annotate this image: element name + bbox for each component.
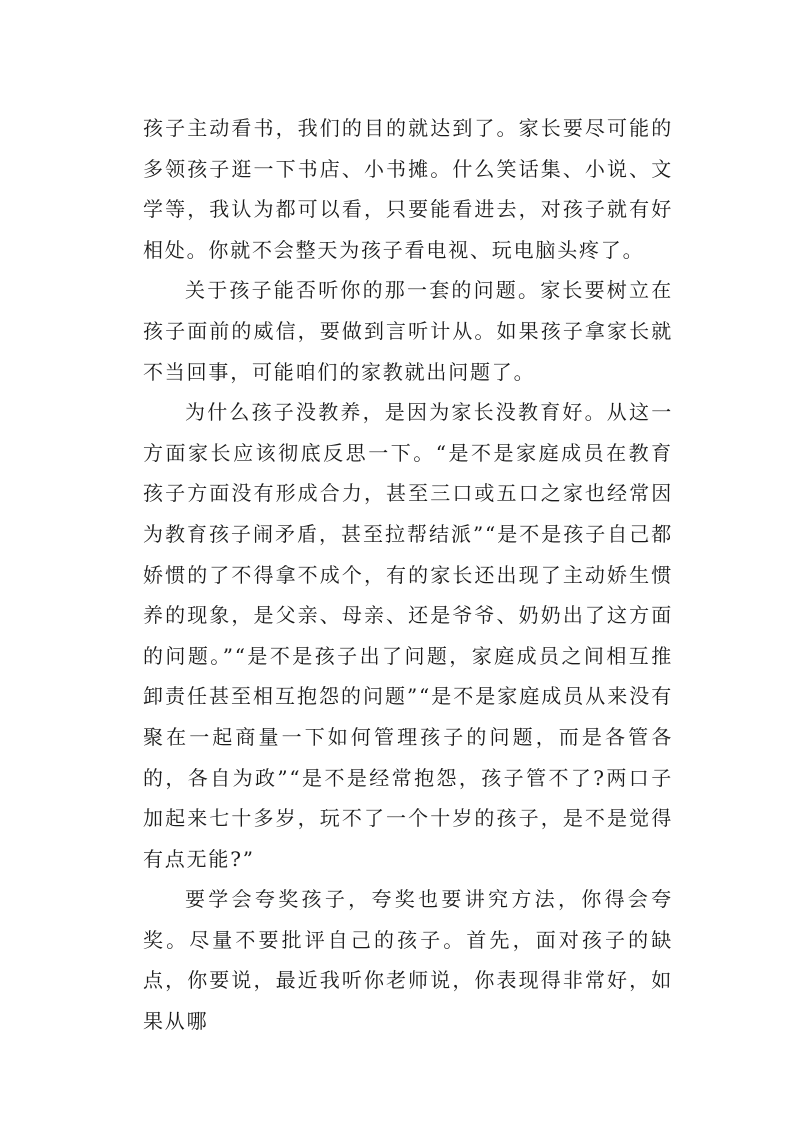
document-body [143, 108, 673, 1042]
paragraph-3: 为什么孩子没教养，是因为家长没教育好。从这一方面家长应该彻底反思一下。“是不是家庭成员在教育孩子方面没有形成合力，甚至三口或五口之家也经常因为教育孩子闹矛盾，甚至拉帮结派”“是不是孩子自己都娇惯的了不得拿不成个，有的家长还出现了主动娇生惯养的现象，是父亲、母亲、还是爷爷、奶奶出了这方面的问题。”“是不是孩子出了问题，家庭成员之间相互推卸责任甚至相互抱怨的问题”“是不是家庭成员从来没有聚在一起商量一下如何管理孩子的问题，而是各管各的，各自为政”“是不是经常抱怨，孩子管不了?两口子加起来七十多岁，玩不了一个十岁的孩子，是不是觉得有点无能?” [143, 400, 673, 871]
paragraph-4: 要学会夸奖孩子，夸奖也要讲究方法，你得会夸奖。尽量不要批评自己的孩子。首先，面对孩子的缺点，你要说，最近我听你老师说，你表现得非常好，如果从哪 [143, 887, 673, 1034]
paragraph-1: 孩子主动看书，我们的目的就达到了。家长要尽可能的多领孩子逛一下书店、小书摊。什么笑话集、小说、文学等，我认为都可以看，只要能看进去，对孩子就有好相处。你就不会整天为孩子看电视、玩电脑头疼了。 [143, 116, 673, 262]
paragraph-2: 关于孩子能否听你的那一套的问题。家长要树立在孩子面前的威信，要做到言听计从。如果孩子拿家长就不当回事，可能咱们的家教就出问题了。 [143, 278, 673, 384]
